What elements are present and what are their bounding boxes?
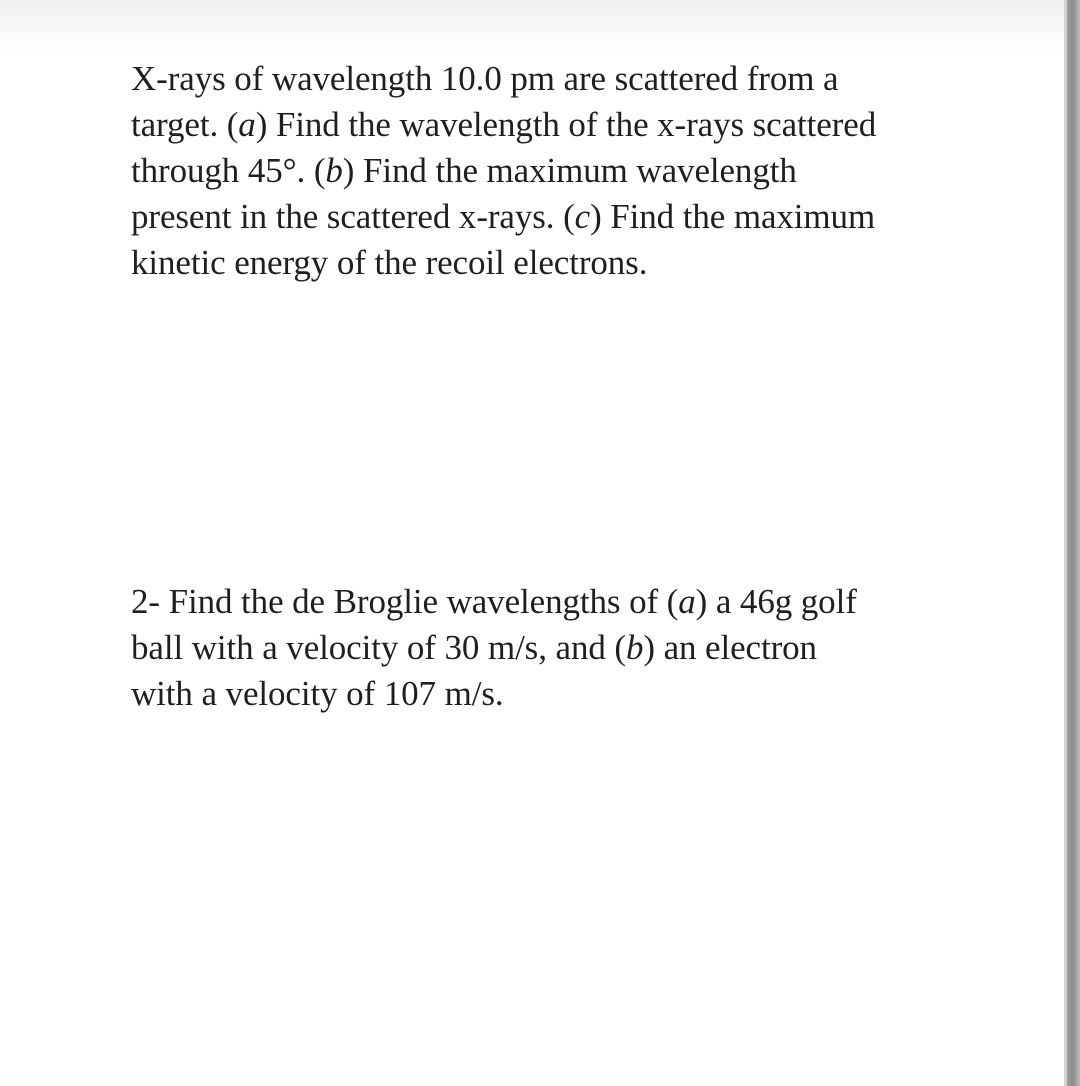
problem-1-line-5 (131, 240, 971, 286)
text-segment: ) a 46g golf (695, 582, 857, 621)
text-segment: kinetic energy of the recoil electrons. (131, 243, 648, 282)
text-segment: 2- Find the de Broglie wavelengths of ( (131, 582, 679, 621)
text-segment: ball with a velocity of 30 m/s, and ( (131, 628, 626, 667)
text-segment: ) Find the maximum wavelength (342, 151, 797, 190)
part-label-b: b (325, 151, 343, 190)
right-page-edge (1064, 0, 1080, 1086)
part-label-a: a (238, 105, 256, 144)
text-segment: present in the scattered x-rays. ( (131, 197, 575, 236)
text-segment: ) an electron (643, 628, 817, 667)
problem-1-line-4 (131, 194, 971, 240)
problem-2-line-1 (131, 579, 971, 625)
part-label-a: a (678, 582, 696, 621)
problem-xray-scattering (131, 56, 971, 286)
text-segment: with a velocity of 107 m/s. (131, 674, 504, 713)
problem-de-broglie (131, 579, 971, 717)
problem-1-line-3 (131, 148, 971, 194)
problem-1-line-1 (131, 56, 971, 102)
problem-2-line-3 (131, 671, 971, 717)
problem-1-line-2 (131, 102, 971, 148)
problem-2-line-2 (131, 625, 971, 671)
part-label-b: b (625, 628, 644, 667)
text-segment: target. ( (131, 105, 239, 144)
top-shadow (0, 0, 1064, 52)
text-segment: ) Find the maximum (590, 197, 876, 236)
text-segment: X-rays of wavelength 10.0 pm are scattered from a (131, 59, 839, 98)
part-label-c: c (574, 197, 591, 236)
text-segment: through 45°. ( (131, 151, 326, 190)
text-segment: ) Find the wavelength of the x-rays scattered (255, 105, 877, 144)
